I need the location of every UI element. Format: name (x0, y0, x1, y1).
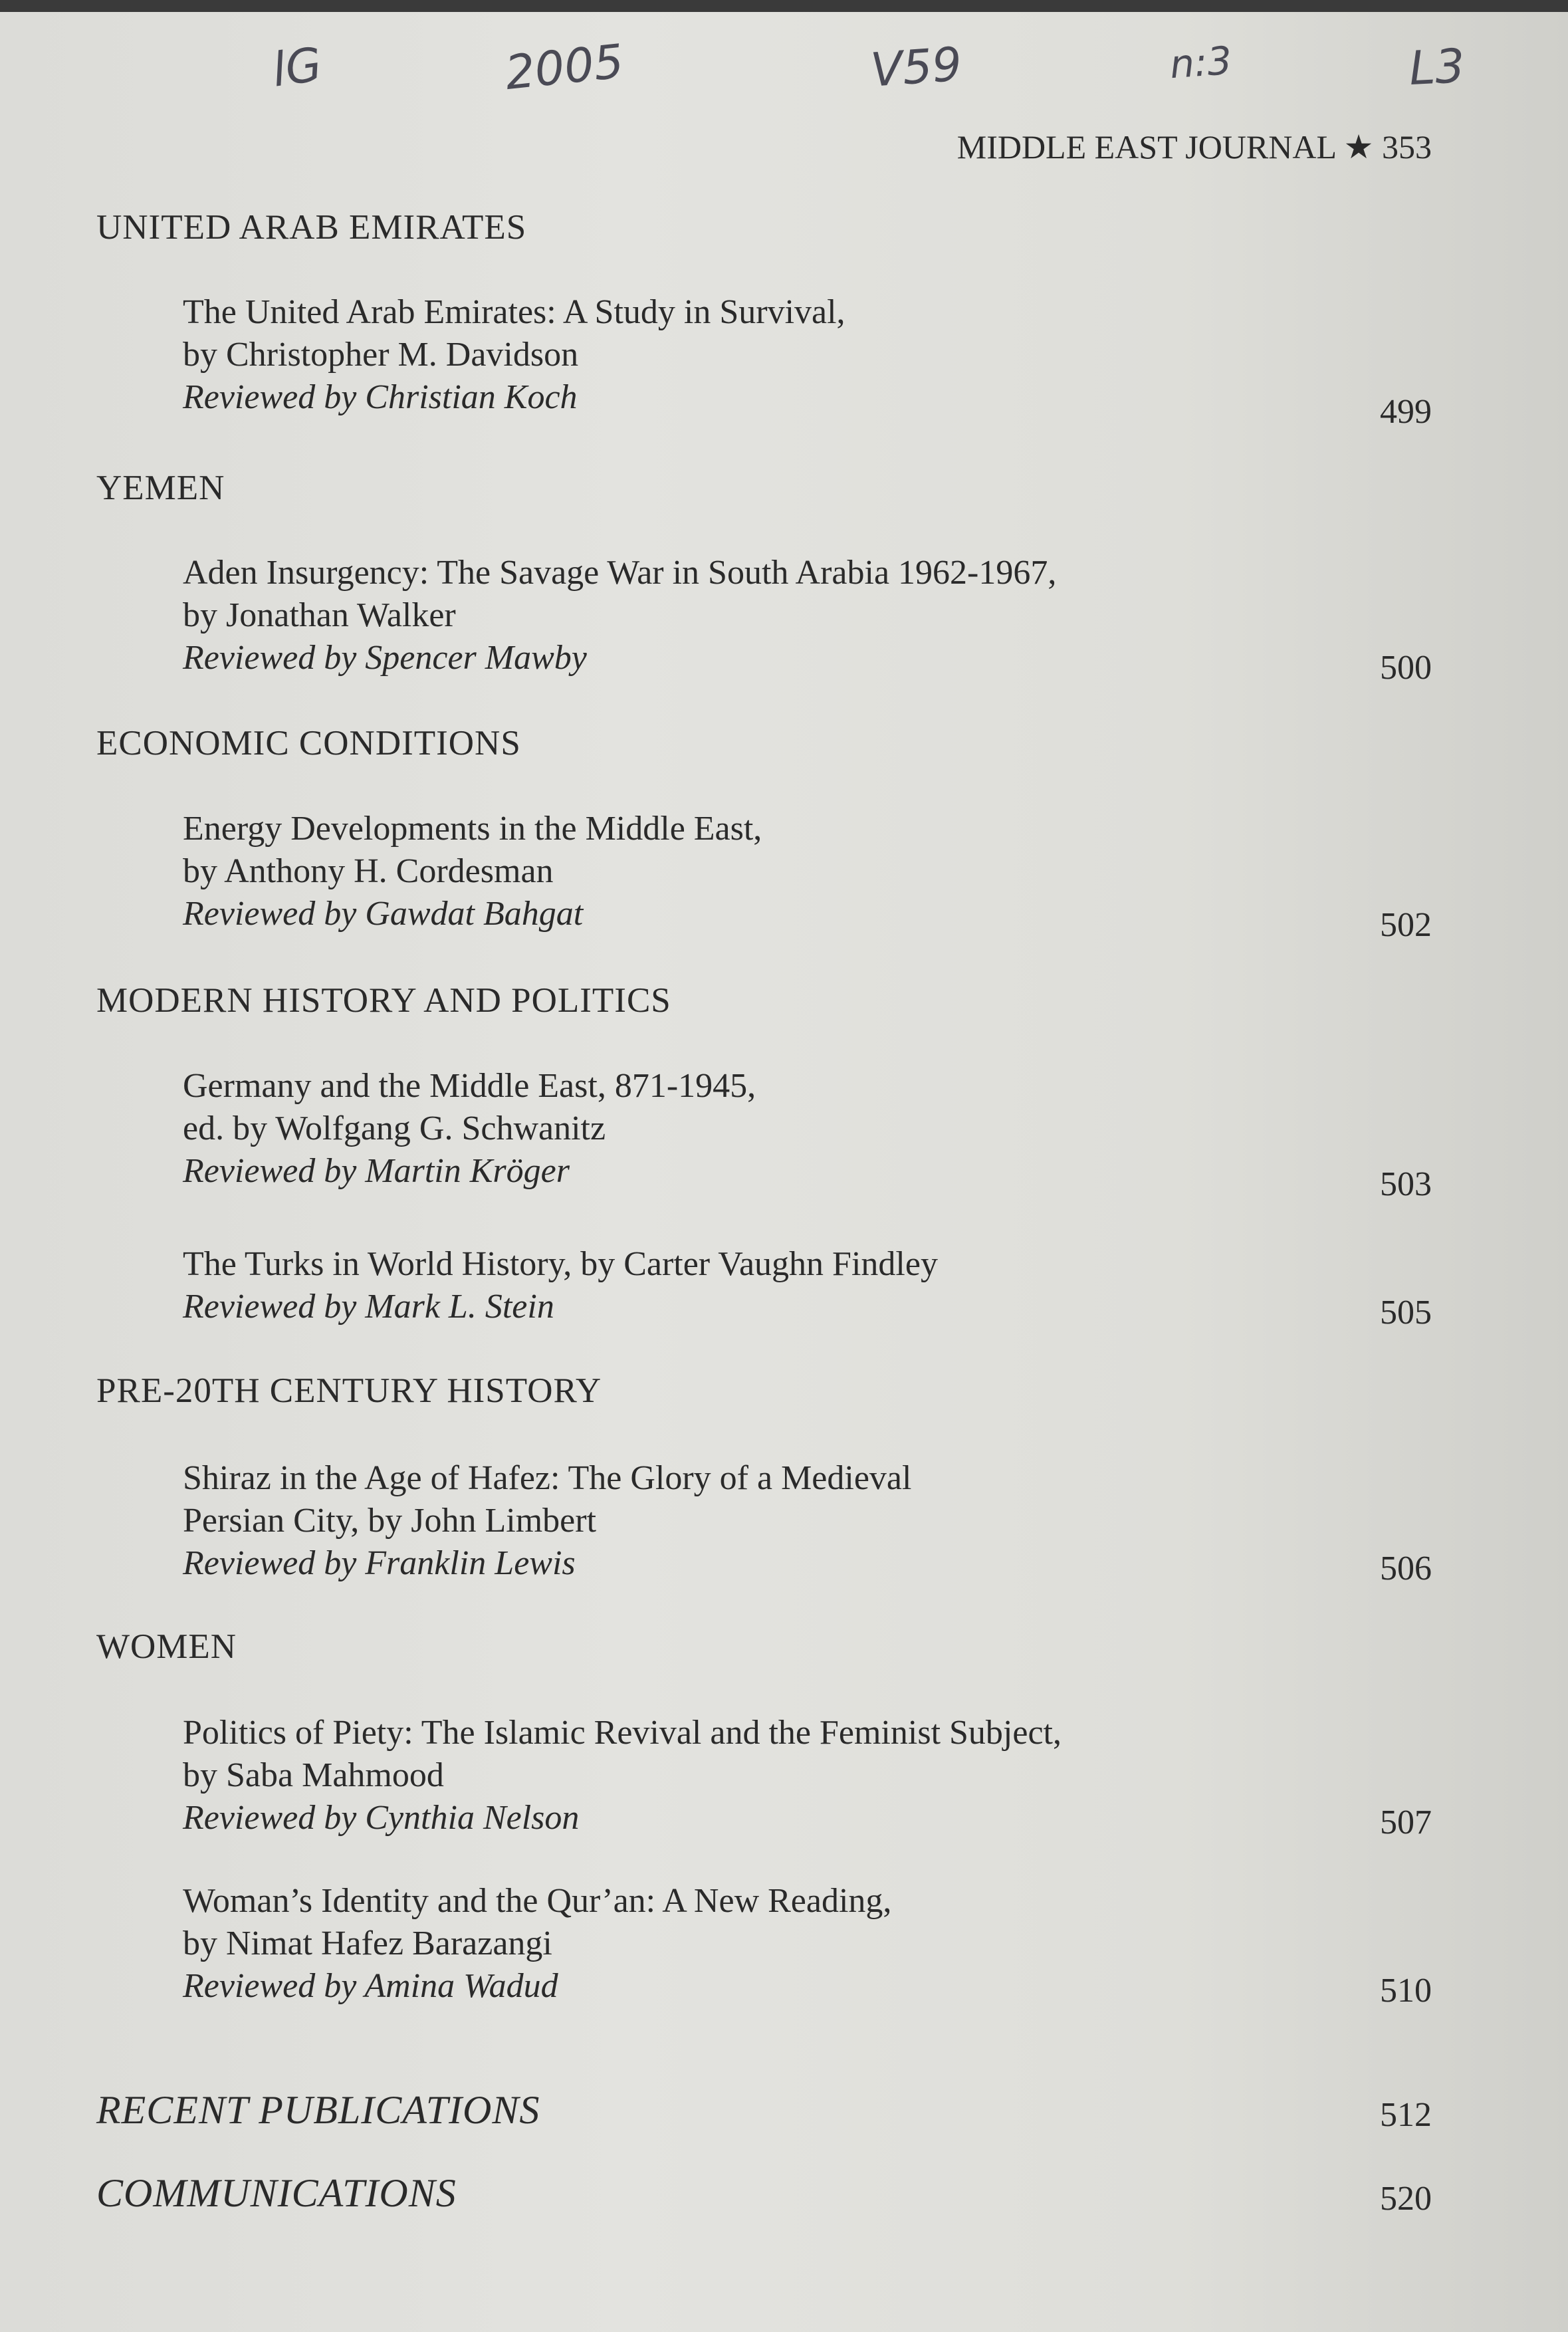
toc-entry (183, 1065, 756, 1193)
entry-reviewer: Reviewed by Franklin Lewis (183, 1544, 576, 1582)
handwritten-note-3: V59 (869, 37, 964, 98)
section-heading: MODERN HISTORY AND POLITICS (96, 981, 671, 1020)
page-number: 503 (1380, 1165, 1432, 1203)
entry-author: by Anthony H. Cordesman (183, 852, 554, 890)
handwritten-note-5: L3 (1407, 38, 1466, 96)
page-number: 520 (1380, 2180, 1432, 2218)
section-heading: ECONOMIC CONDITIONS (96, 724, 521, 762)
toc-entry (183, 1880, 891, 2008)
entry-reviewer: Reviewed by Martin Kröger (183, 1152, 570, 1190)
entry-title: Politics of Piety: The Islamic Revival and the Feminist Subject, (183, 1714, 1062, 1752)
page-number: 502 (1380, 906, 1432, 944)
entry-author: by Christopher M. Davidson (183, 336, 579, 374)
toc-entry (183, 291, 845, 419)
entry-author: by Jonathan Walker (183, 596, 456, 634)
page-number: 507 (1380, 1804, 1432, 1841)
running-head: MIDDLE EAST JOURNAL ★ 353 (956, 128, 1432, 166)
page-number: 512 (1380, 2096, 1432, 2134)
toc-entry (183, 1243, 938, 1328)
entry-reviewer: Reviewed by Spencer Mawby (183, 639, 587, 677)
page-number: 506 (1380, 1550, 1432, 1587)
handwritten-note-2: 2005 (503, 33, 626, 101)
recent-publications-heading: RECENT PUBLICATIONS (96, 2088, 540, 2132)
section-heading: UNITED ARAB EMIRATES (96, 208, 527, 247)
toc-entry (183, 1457, 911, 1585)
page-number: 510 (1380, 1972, 1432, 2010)
entry-reviewer: Reviewed by Cynthia Nelson (183, 1799, 580, 1837)
entry-title: Shiraz in the Age of Hafez: The Glory of a Medieval (183, 1459, 912, 1497)
entry-reviewer: Reviewed by Christian Koch (183, 378, 578, 416)
top-edge (0, 0, 1568, 12)
entry-author: by Saba Mahmood (183, 1756, 444, 1794)
handwritten-note-4: n:3 (1168, 37, 1234, 88)
entry-reviewer: Reviewed by Gawdat Bahgat (183, 895, 584, 933)
entry-title: Energy Developments in the Middle East, (183, 810, 762, 848)
entry-author: by Nimat Hafez Barazangi (183, 1924, 552, 1962)
entry-reviewer: Reviewed by Mark L. Stein (183, 1288, 554, 1326)
entry-author: ed. by Wolfgang G. Schwanitz (183, 1109, 606, 1147)
communications-heading: COMMUNICATIONS (96, 2171, 457, 2215)
section-heading: YEMEN (96, 469, 225, 507)
page-number: 500 (1380, 649, 1432, 687)
handwritten-note-1: lG (269, 37, 326, 98)
section-heading: WOMEN (96, 1627, 237, 1666)
section-heading: PRE-20TH CENTURY HISTORY (96, 1371, 602, 1410)
entry-title: Aden Insurgency: The Savage War in South Arabia 1962-1967, (183, 554, 1057, 592)
toc-entry (183, 808, 762, 935)
entry-title: The United Arab Emirates: A Study in Survival, (183, 293, 845, 331)
page-number: 505 (1380, 1294, 1432, 1332)
entry-title: The Turks in World History, by Carter Vaughn Findley (183, 1245, 938, 1283)
toc-entry (183, 552, 1056, 679)
page-number: 499 (1380, 393, 1432, 431)
entry-title: Germany and the Middle East, 871-1945, (183, 1067, 756, 1105)
toc-entry (183, 1712, 1062, 1839)
entry-author: Persian City, by John Limbert (183, 1502, 597, 1540)
entry-title: Woman’s Identity and the Qur’an: A New Reading, (183, 1882, 892, 1920)
entry-reviewer: Reviewed by Amina Wadud (183, 1967, 558, 2005)
